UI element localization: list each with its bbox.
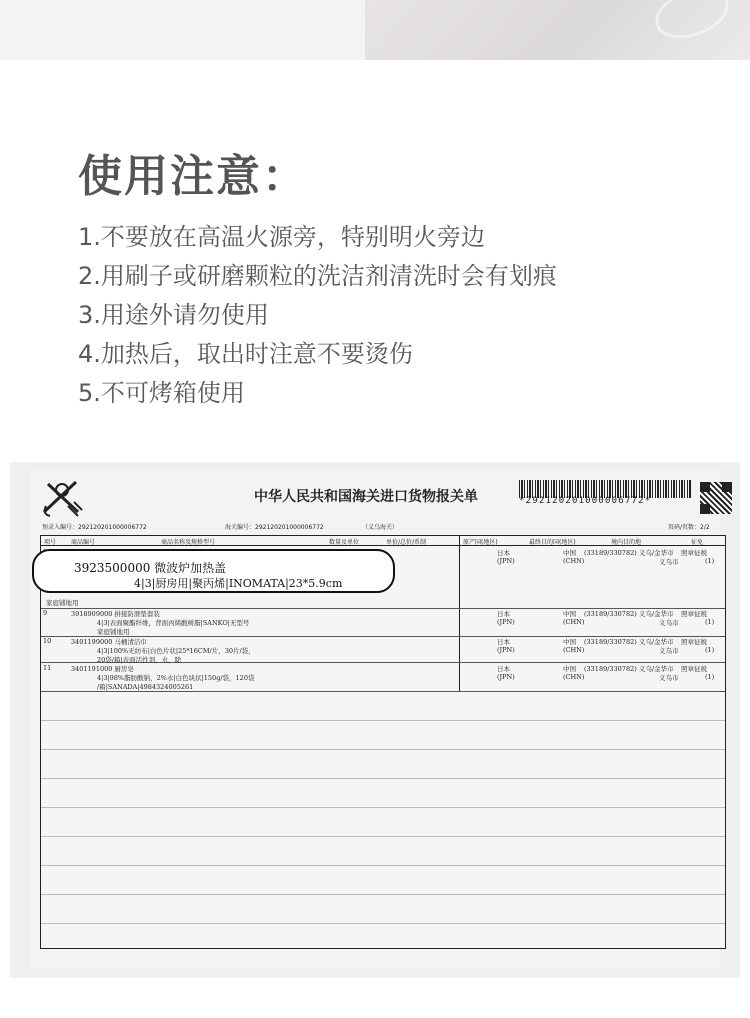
row-divider	[41, 836, 725, 837]
domestic-destination: (33189/330782) 义乌/金华市	[584, 549, 674, 557]
column-header: 征免	[691, 539, 704, 546]
domestic-destination: (33189/330782) 义乌/金华市	[584, 610, 674, 618]
domestic-destination: (33189/330782) 义乌/金华市	[584, 665, 674, 673]
domestic-destination: (33189/330782) 义乌/金华市	[584, 638, 674, 646]
origin-country: 日本	[497, 638, 510, 646]
qr-code	[700, 482, 732, 514]
tip-item: 3.用途外请勿使用	[78, 301, 269, 329]
tip-item: 4.加热后，取出时注意不要烫伤	[78, 340, 413, 368]
column-header: 原产国(地区)	[463, 539, 498, 546]
destination-country: 中国	[563, 665, 576, 673]
tip-item: 2.用刷子或研磨颗粒的洗洁剂清洗时会有划痕	[78, 262, 557, 290]
row-divider	[41, 778, 725, 779]
origin-country: 日本	[497, 610, 510, 618]
customs-office: （义乌海关）	[362, 524, 399, 531]
item-extra: 家庭铺地用	[46, 599, 79, 607]
levy-code: (1)	[705, 557, 715, 565]
column-divider	[459, 536, 460, 691]
highlighted-item-spec: 4|3|厨房用|聚丙烯|INOMATA|23*5.9cm	[134, 577, 343, 590]
column-header: 商品编号	[71, 539, 96, 546]
levy-mode: 照章征税	[681, 610, 707, 618]
origin-code: (JPN)	[497, 673, 515, 681]
product-photo	[365, 0, 750, 60]
column-header: 最终目的国(地区)	[529, 539, 576, 546]
levy-code: (1)	[705, 618, 715, 626]
destination-country: 中国	[563, 549, 576, 557]
domestic-city: 义乌市	[659, 558, 679, 566]
tip-item: 1.不要放在高温火源旁，特别明火旁边	[78, 223, 485, 251]
levy-code: (1)	[705, 646, 715, 654]
page-count: 页码/页数：2/2	[668, 524, 710, 531]
item-extra: /箱|SANADA|4984324005261	[97, 683, 194, 691]
origin-code: (JPN)	[497, 557, 515, 565]
item-extra: 家庭铺地用	[97, 628, 130, 636]
item-number: 11	[43, 664, 52, 672]
item-code: 3401199000 马桶清洁巾	[71, 638, 147, 646]
destination-code: (CHN)	[563, 646, 585, 654]
levy-mode: 照章征税	[681, 549, 707, 557]
row-divider	[41, 749, 725, 750]
item-number: 10	[43, 637, 52, 645]
column-header: 境内目的地	[611, 539, 642, 546]
highlighted-item-callout	[32, 549, 395, 593]
customs-number: 海关编号：292120201000006772	[225, 524, 324, 531]
row-divider	[41, 894, 725, 895]
levy-mode: 照章征税	[681, 665, 707, 673]
product-photo-strip	[0, 0, 750, 60]
barcode-text: *292120201000006772*	[519, 496, 652, 506]
column-header: 项号	[44, 539, 57, 546]
row-divider	[41, 807, 725, 808]
row-divider	[41, 691, 725, 692]
domestic-city: 义乌市	[659, 647, 679, 655]
column-header: 数量及单位	[329, 539, 360, 546]
row-divider	[41, 923, 725, 924]
customs-declaration-document	[10, 462, 740, 978]
destination-country: 中国	[563, 638, 576, 646]
item-spec: 4|3|100%无纺布|白色片状|25*16CM/片，30片/袋，	[97, 647, 255, 655]
destination-code: (CHN)	[563, 618, 585, 626]
customs-emblem-icon	[38, 476, 86, 518]
column-header: 商品名称及规格型号	[161, 539, 216, 546]
table-header	[41, 536, 725, 546]
item-number: 9	[43, 609, 48, 617]
item-code: 3401191000 厨房皂	[71, 665, 134, 673]
origin-code: (JPN)	[497, 618, 515, 626]
row-divider	[41, 865, 725, 866]
pre-entry-number: 预录入编号：292120201000006772	[42, 524, 147, 531]
usage-title: 使用注意：	[78, 151, 308, 202]
levy-code: (1)	[705, 673, 715, 681]
column-header: 单价/总价/币制	[386, 539, 427, 546]
item-code: 3918909000 拼接防滑垫套装	[71, 610, 160, 618]
origin-country: 日本	[497, 549, 510, 557]
domestic-city: 义乌市	[659, 674, 679, 682]
item-spec: 4|3|98%脂肪酸钠，2%水|白色块状|150g/袋，120袋	[97, 674, 255, 682]
item-extra: 20袋/箱|表面活性剂，水，除	[97, 656, 182, 664]
usage-tips-list	[78, 220, 557, 415]
levy-mode: 照章征税	[681, 638, 707, 646]
origin-country: 日本	[497, 665, 510, 673]
origin-code: (JPN)	[497, 646, 515, 654]
destination-code: (CHN)	[563, 557, 585, 565]
declaration-table	[40, 535, 726, 949]
row-divider	[41, 720, 725, 721]
highlighted-item-code-name: 3923500000 微波炉加热盖	[74, 561, 227, 575]
item-spec: 4|3|表面聚酯纤维，背面丙烯酸树脂|SANKO|无型号	[97, 619, 250, 627]
tip-item: 5.不可烤箱使用	[78, 379, 245, 407]
domestic-city: 义乌市	[659, 619, 679, 627]
declaration-title: 中华人民共和国海关进口货物报关单	[254, 489, 478, 505]
destination-code: (CHN)	[563, 673, 585, 681]
destination-country: 中国	[563, 610, 576, 618]
